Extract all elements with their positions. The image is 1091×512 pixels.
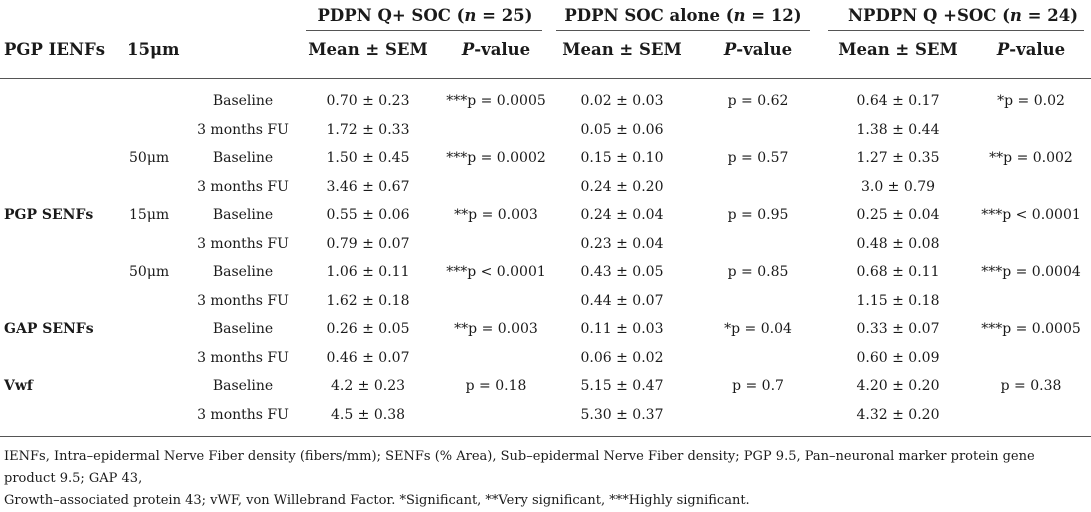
- cell-mean-1: 1.72 ± 0.33: [326, 121, 410, 138]
- cell-mean-3: 1.15 ± 0.18: [856, 292, 940, 309]
- bottom-rule: [0, 436, 1091, 437]
- cell-mean-2: 5.15 ± 0.47: [580, 378, 664, 394]
- cell-mean-3: 0.25 ± 0.04: [856, 207, 940, 223]
- cell-mean-3: 0.64 ± 0.17: [856, 93, 940, 109]
- row-timepoint: Baseline: [212, 93, 274, 109]
- row-size: 15μm: [129, 207, 170, 223]
- cell-mean-3: 4.20 ± 0.20: [856, 378, 940, 394]
- cell-pvalue-3: p = 0.38: [1000, 378, 1062, 394]
- group-header-npdpn-q-soc: NPDPN Q +SOC (n = 24): [847, 6, 1079, 25]
- row-timepoint: 3 months FU: [197, 292, 289, 309]
- cell-mean-3: 1.38 ± 0.44: [856, 121, 940, 138]
- cell-pvalue-3: ***p = 0.0005: [981, 321, 1081, 337]
- cell-mean-1: 4.2 ± 0.23: [330, 378, 406, 394]
- cell-mean-3: 0.60 ± 0.09: [856, 349, 940, 366]
- cell-mean-3: 0.68 ± 0.11: [856, 264, 940, 280]
- cell-mean-3: 3.0 ± 0.79: [860, 178, 936, 195]
- row-size: 50μm: [129, 264, 170, 280]
- cell-pvalue-2: *p = 0.04: [724, 321, 792, 337]
- cell-pvalue-2: p = 0.85: [727, 264, 789, 280]
- cell-mean-1: 3.46 ± 0.67: [326, 178, 410, 195]
- group-rule-1: [306, 30, 542, 31]
- cell-pvalue-2: p = 0.57: [727, 150, 789, 166]
- cell-mean-3: 4.32 ± 0.20: [856, 406, 940, 423]
- cell-mean-2: 5.30 ± 0.37: [580, 406, 664, 423]
- row-category: PGP SENFs: [4, 207, 94, 223]
- cell-pvalue-1: **p = 0.003: [454, 207, 538, 223]
- cell-mean-3: 1.27 ± 0.35: [856, 150, 940, 166]
- cell-mean-2: 0.11 ± 0.03: [580, 321, 664, 337]
- row-size: 50μm: [129, 150, 170, 166]
- row-category: GAP SENFs: [4, 321, 94, 337]
- cell-pvalue-1: **p = 0.003: [454, 321, 538, 337]
- cell-mean-2: 0.06 ± 0.02: [580, 349, 664, 366]
- footnote-line-2: Growth–associated protein 43; vWF, von Willebrand Factor. *Significant, **Very significant, ***Highly significant.: [4, 493, 750, 508]
- cell-mean-1: 0.46 ± 0.07: [326, 349, 410, 366]
- cell-mean-2: 0.05 ± 0.06: [580, 121, 664, 138]
- cell-pvalue-3: **p = 0.002: [989, 150, 1073, 166]
- cell-pvalue-1: ***p = 0.0002: [446, 150, 546, 166]
- header-rule: [0, 78, 1091, 79]
- group-header-pdpn-q-soc: PDPN Q+ SOC (n = 25): [317, 6, 533, 25]
- cell-mean-2: 0.23 ± 0.04: [580, 235, 664, 252]
- col-header-pvalue-2: P-value: [723, 40, 793, 59]
- row-timepoint: 3 months FU: [197, 349, 289, 366]
- cell-pvalue-3: ***p < 0.0001: [981, 207, 1081, 223]
- cell-pvalue-3: *p = 0.02: [997, 93, 1065, 109]
- cell-pvalue-2: p = 0.7: [732, 378, 784, 394]
- cell-pvalue-1: ***p < 0.0001: [446, 264, 546, 280]
- row-timepoint: Baseline: [212, 321, 274, 337]
- row-timepoint: Baseline: [212, 207, 274, 223]
- row-header-label: PGP IENFs: [4, 40, 106, 59]
- row-timepoint: 3 months FU: [197, 235, 289, 252]
- group-rule-2: [556, 30, 810, 31]
- row-timepoint: Baseline: [212, 264, 274, 280]
- footnote-line-1: IENFs, Intra–epidermal Nerve Fiber density (fibers/mm); SENFs (% Area), Sub–epidermal Nerve Fiber density; PGP 9.5, Pan–neuronal marker protein gene product 9.5; GAP 43,: [4, 449, 1035, 486]
- cell-mean-3: 0.48 ± 0.08: [856, 235, 940, 252]
- col-header-mean-1: Mean ± SEM: [308, 40, 428, 59]
- row-timepoint: 3 months FU: [197, 178, 289, 195]
- col-header-pvalue-1: P-value: [461, 40, 531, 59]
- cell-pvalue-2: p = 0.62: [727, 93, 789, 109]
- row-timepoint: Baseline: [212, 378, 274, 394]
- cell-mean-1: 1.50 ± 0.45: [326, 150, 410, 166]
- cell-mean-2: 0.24 ± 0.20: [580, 178, 664, 195]
- col-header-pvalue-3: P-value: [996, 40, 1066, 59]
- table-footnote: [4, 446, 1084, 512]
- cell-mean-2: 0.24 ± 0.04: [580, 207, 664, 223]
- cell-mean-2: 0.15 ± 0.10: [580, 150, 664, 166]
- cell-mean-1: 0.55 ± 0.06: [326, 207, 410, 223]
- cell-mean-1: 0.79 ± 0.07: [326, 235, 410, 252]
- row-header-sublabel: 15μm: [127, 40, 180, 59]
- group-rule-3: [828, 30, 1084, 31]
- cell-mean-1: 1.06 ± 0.11: [326, 264, 410, 280]
- cell-mean-1: 4.5 ± 0.38: [330, 406, 406, 423]
- cell-mean-2: 0.43 ± 0.05: [580, 264, 664, 280]
- cell-mean-1: 1.62 ± 0.18: [326, 292, 410, 309]
- cell-mean-2: 0.02 ± 0.03: [580, 93, 664, 109]
- cell-mean-1: 0.70 ± 0.23: [326, 93, 410, 109]
- row-timepoint: 3 months FU: [197, 406, 289, 423]
- cell-pvalue-1: ***p = 0.0005: [446, 93, 546, 109]
- cell-pvalue-3: ***p = 0.0004: [981, 264, 1081, 280]
- row-category: Vwf: [4, 378, 33, 394]
- cell-mean-2: 0.44 ± 0.07: [580, 292, 664, 309]
- cell-mean-3: 0.33 ± 0.07: [856, 321, 940, 337]
- col-header-mean-2: Mean ± SEM: [562, 40, 682, 59]
- cell-pvalue-1: p = 0.18: [465, 378, 527, 394]
- group-header-pdpn-soc-alone: PDPN SOC alone (n = 12): [564, 6, 802, 25]
- row-timepoint: 3 months FU: [197, 121, 289, 138]
- col-header-mean-3: Mean ± SEM: [838, 40, 958, 59]
- row-timepoint: Baseline: [212, 150, 274, 166]
- cell-mean-1: 0.26 ± 0.05: [326, 321, 410, 337]
- cell-pvalue-2: p = 0.95: [727, 207, 789, 223]
